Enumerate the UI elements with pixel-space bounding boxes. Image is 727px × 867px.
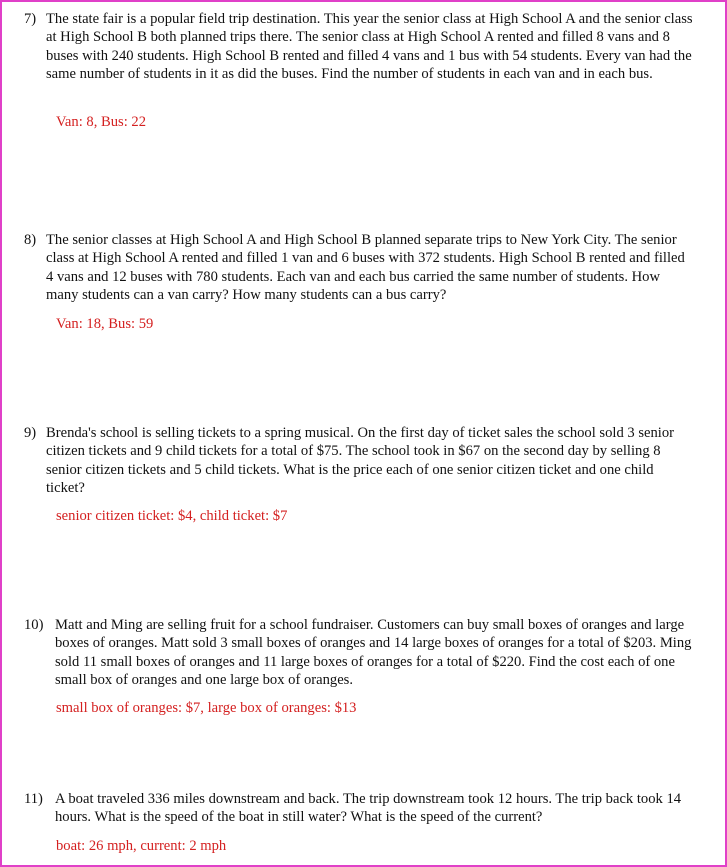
problem-number: 10) bbox=[24, 617, 44, 633]
answer-11: boat: 26 mph, current: 2 mph bbox=[56, 838, 227, 854]
problem-text: Brenda's school is selling tickets to a spring musical. On the first day of ticket sales the school sold 3 senior citizen tickets and 9 child tickets for a total of $75. The school took in $67 on the second day by selling 8 senior citizen tickets and 5 child tickets. What is the price each of one senior citizen ticket and one child ticket? bbox=[46, 425, 675, 497]
problem-9 bbox=[24, 424, 694, 498]
problem-text: The senior classes at High School A and High School B planned separate trips to New York City. The senior class at High School A rented and filled 1 van and 6 buses with 372 students. High School B rented and filled 4 vans and 12 buses with 780 students. Each van and each bus carried the same number of students. How many students can a van carry? How many students can a bus carry? bbox=[46, 232, 685, 304]
answer-8: Van: 18, Bus: 59 bbox=[56, 316, 154, 332]
problem-text: Matt and Ming are selling fruit for a school fundraiser. Customers can buy small boxes of oranges and large boxes of oranges. Matt sold 3 small boxes of oranges and 14 large boxes of oranges for a total of $203. Ming sold 11 small boxes of oranges and 11 large boxes of oranges for a total of $220. Find the cost each of one small box of oranges and one large box of oranges. bbox=[55, 617, 692, 689]
problem-7 bbox=[24, 10, 694, 84]
answer-7: Van: 8, Bus: 22 bbox=[56, 114, 146, 130]
problem-number: 9) bbox=[24, 425, 37, 441]
problem-8 bbox=[24, 231, 694, 305]
answer-10: small box of oranges: $7, large box of oranges: $13 bbox=[56, 700, 357, 716]
problem-number: 7) bbox=[24, 11, 37, 27]
problem-11 bbox=[24, 790, 694, 827]
problem-text: A boat traveled 336 miles downstream and back. The trip downstream took 12 hours. The trip back took 14 hours. What is the speed of the boat in still water? What is the speed of the current? bbox=[55, 791, 682, 826]
problem-number: 11) bbox=[24, 791, 43, 807]
answer-9: senior citizen ticket: $4, child ticket: $7 bbox=[56, 508, 288, 524]
problem-number: 8) bbox=[24, 232, 37, 248]
problem-10 bbox=[24, 616, 694, 690]
problem-text: The state fair is a popular field trip destination. This year the senior class at High School A and the senior class at High School B both planned trips there. The senior class at High School A rented and filled 8 vans and 8 buses with 240 students. High School B rented and filled 4 vans and 1 bus with 54 students. Every van had the same number of students in it as did the buses. Find the number of students in each van and in each bus. bbox=[46, 11, 693, 83]
